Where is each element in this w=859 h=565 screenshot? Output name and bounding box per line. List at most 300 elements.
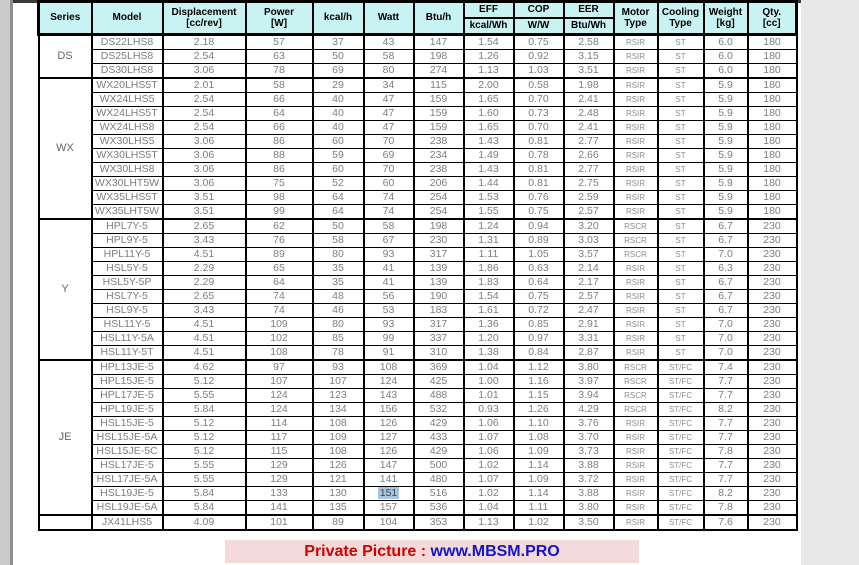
cell-power: 109 — [246, 318, 313, 332]
cell-cooling-type: ST — [658, 107, 704, 121]
cell-cop: 1.03 — [514, 64, 564, 79]
cell-eff: 0.93 — [464, 403, 514, 417]
cell-model: WX30LHS5 — [92, 135, 163, 149]
cell-qty: 230 — [748, 290, 797, 304]
cell-watt: 74 — [364, 191, 414, 205]
cell-eer: 2.77 — [564, 135, 614, 149]
cell-qty: 230 — [748, 515, 797, 530]
cell-displacement: 5.55 — [163, 389, 246, 403]
table-row — [39, 445, 797, 459]
cell-power: 74 — [246, 304, 313, 318]
cell-cop: 1.09 — [514, 445, 564, 459]
cell-kcalh: 40 — [313, 121, 364, 135]
cell-eer: 2.75 — [564, 177, 614, 191]
cell-cop: 1.15 — [514, 389, 564, 403]
cell-kcalh: 50 — [313, 50, 364, 64]
cell-motor-type: RSIR — [614, 205, 658, 220]
cell-model: HPL7Y-5 — [92, 219, 163, 234]
table-row — [39, 276, 797, 290]
cell-weight: 7.8 — [704, 445, 748, 459]
left-margin-divider — [10, 0, 13, 565]
cell-qty: 180 — [748, 107, 797, 121]
cell-cop: 0.78 — [514, 149, 564, 163]
cell-cooling-type: ST — [658, 191, 704, 205]
cell-eer: 3.15 — [564, 50, 614, 64]
cell-watt: 47 — [364, 121, 414, 135]
table-row — [39, 177, 797, 191]
cell-weight: 8.2 — [704, 403, 748, 417]
cell-btuh: 337 — [414, 332, 464, 346]
cell-weight: 6.7 — [704, 276, 748, 290]
cell-eff: 1.13 — [464, 515, 514, 530]
cell-eer: 3.20 — [564, 219, 614, 234]
cell-qty: 230 — [748, 459, 797, 473]
table-row — [39, 50, 797, 64]
cell-kcalh: 123 — [313, 389, 364, 403]
cell-displacement: 2.18 — [163, 35, 246, 50]
cell-btuh: 353 — [414, 515, 464, 530]
cell-qty: 230 — [748, 318, 797, 332]
cell-eer: 2.77 — [564, 163, 614, 177]
cell-eff: 1.49 — [464, 149, 514, 163]
cell-cooling-type: ST — [658, 290, 704, 304]
cell-eff: 1.24 — [464, 219, 514, 234]
cell-eff: 1.44 — [464, 177, 514, 191]
cell-power: 108 — [246, 346, 313, 361]
cell-model: WX35LHT5W — [92, 205, 163, 220]
cell-model: HSL17JE-5A — [92, 473, 163, 487]
cell-btuh: 159 — [414, 93, 464, 107]
cell-qty: 230 — [748, 473, 797, 487]
cell-cooling-type: ST/FC — [658, 501, 704, 516]
table-row — [39, 417, 797, 431]
cell-eff: 1.43 — [464, 163, 514, 177]
cell-eff: 1.02 — [464, 459, 514, 473]
cell-motor-type: RSIR — [614, 276, 658, 290]
cell-watt: 47 — [364, 93, 414, 107]
cell-qty: 230 — [748, 332, 797, 346]
cell-displacement: 2.54 — [163, 50, 246, 64]
cell-series: Y — [39, 219, 92, 360]
cell-weight: 7.0 — [704, 332, 748, 346]
cell-eer: 2.59 — [564, 191, 614, 205]
cell-weight: 5.9 — [704, 163, 748, 177]
cell-watt: 156 — [364, 403, 414, 417]
cell-watt: 58 — [364, 219, 414, 234]
cell-motor-type: RSIR — [614, 163, 658, 177]
cell-power: 66 — [246, 121, 313, 135]
cell-weight: 6.7 — [704, 219, 748, 234]
cell-eer: 2.47 — [564, 304, 614, 318]
cell-kcalh: 29 — [313, 78, 364, 93]
cell-eer: 2.58 — [564, 35, 614, 50]
cell-motor-type: RSCR — [614, 360, 658, 375]
cell-qty: 180 — [748, 149, 797, 163]
cell-displacement: 2.54 — [163, 107, 246, 121]
cell-displacement: 3.06 — [163, 163, 246, 177]
cell-power: 115 — [246, 445, 313, 459]
cell-eff: 1.53 — [464, 191, 514, 205]
cell-watt: 41 — [364, 276, 414, 290]
cell-series: WX — [39, 78, 92, 219]
cell-power: 58 — [246, 78, 313, 93]
cell-cooling-type: ST/FC — [658, 389, 704, 403]
cell-cooling-type: ST — [658, 332, 704, 346]
cell-eff: 1.38 — [464, 346, 514, 361]
cell-displacement: 5.12 — [163, 445, 246, 459]
cell-displacement: 5.84 — [163, 403, 246, 417]
cell-power: 129 — [246, 473, 313, 487]
cell-cooling-type: ST/FC — [658, 431, 704, 445]
col-header-displacement: Displacement [cc/rev] — [163, 2, 246, 35]
cell-displacement: 4.62 — [163, 360, 246, 375]
cell-power: 141 — [246, 501, 313, 516]
cell-btuh: 425 — [414, 375, 464, 389]
cell-qty: 230 — [748, 431, 797, 445]
cell-eer: 2.41 — [564, 93, 614, 107]
cell-btuh: 198 — [414, 219, 464, 234]
table-row — [39, 360, 797, 375]
series-group — [39, 360, 797, 515]
cell-watt: 80 — [364, 64, 414, 79]
cell-eer: 3.50 — [564, 515, 614, 530]
col-header-model: Model — [92, 2, 163, 35]
cell-power: 78 — [246, 64, 313, 79]
cell-cooling-type: ST — [658, 35, 704, 50]
cell-motor-type: RSIR — [614, 417, 658, 431]
cell-eer: 3.88 — [564, 487, 614, 501]
cell-eff: 1.20 — [464, 332, 514, 346]
cell-displacement: 3.51 — [163, 205, 246, 220]
cell-eff: 1.65 — [464, 93, 514, 107]
cell-eff: 1.06 — [464, 417, 514, 431]
cell-motor-type: RSIR — [614, 121, 658, 135]
cell-qty: 230 — [748, 304, 797, 318]
cell-btuh: 429 — [414, 417, 464, 431]
table-row — [39, 375, 797, 389]
cell-cooling-type: ST/FC — [658, 417, 704, 431]
cell-cop: 1.10 — [514, 417, 564, 431]
cell-displacement: 5.84 — [163, 487, 246, 501]
table-row — [39, 431, 797, 445]
series-group — [39, 78, 797, 219]
cell-displacement: 5.12 — [163, 417, 246, 431]
cell-watt: 43 — [364, 35, 414, 50]
cell-eer: 2.57 — [564, 205, 614, 220]
cell-weight: 7.7 — [704, 473, 748, 487]
cell-displacement: 4.51 — [163, 318, 246, 332]
watermark-prefix: Private Picture : — [304, 543, 427, 560]
cell-series: DS — [39, 35, 92, 79]
cell-cop: 0.70 — [514, 121, 564, 135]
cell-qty: 180 — [748, 135, 797, 149]
cell-btuh: 433 — [414, 431, 464, 445]
cell-displacement: 5.12 — [163, 431, 246, 445]
cell-btuh: 139 — [414, 276, 464, 290]
cell-displacement: 5.12 — [163, 375, 246, 389]
cell-weight: 5.9 — [704, 177, 748, 191]
cell-btuh: 317 — [414, 318, 464, 332]
cell-kcalh: 58 — [313, 234, 364, 248]
cell-cop: 0.81 — [514, 177, 564, 191]
cell-weight: 6.0 — [704, 50, 748, 64]
cell-watt: 58 — [364, 50, 414, 64]
cell-cooling-type: ST — [658, 318, 704, 332]
cell-qty: 180 — [748, 78, 797, 93]
cell-eff: 1.60 — [464, 107, 514, 121]
col-header-eff: EFF — [464, 2, 514, 19]
cell-motor-type: RSIR — [614, 135, 658, 149]
cell-cop: 1.02 — [514, 515, 564, 530]
cell-power: 124 — [246, 403, 313, 417]
cell-weight: 5.9 — [704, 121, 748, 135]
cell-power: 129 — [246, 459, 313, 473]
cell-cop: 0.89 — [514, 234, 564, 248]
cell-motor-type: RSIR — [614, 262, 658, 276]
cell-motor-type: RSIR — [614, 107, 658, 121]
cell-displacement: 4.09 — [163, 515, 246, 530]
cell-eer: 3.31 — [564, 332, 614, 346]
cell-qty: 180 — [748, 121, 797, 135]
table-row — [39, 107, 797, 121]
cell-qty: 180 — [748, 163, 797, 177]
cell-cooling-type: ST — [658, 177, 704, 191]
cell-motor-type: RSIR — [614, 473, 658, 487]
cell-qty: 180 — [748, 50, 797, 64]
cell-model: WX30LHS5T — [92, 149, 163, 163]
cell-cooling-type: ST — [658, 163, 704, 177]
cell-cop: 1.26 — [514, 403, 564, 417]
cell-model: HSL19JE-5A — [92, 501, 163, 516]
cell-qty: 230 — [748, 262, 797, 276]
cell-power: 76 — [246, 234, 313, 248]
cell-cop: 1.12 — [514, 360, 564, 375]
cell-qty: 180 — [748, 205, 797, 220]
cell-motor-type: RSIR — [614, 78, 658, 93]
cell-watt: 93 — [364, 318, 414, 332]
cell-power: 117 — [246, 431, 313, 445]
cell-kcalh: 130 — [313, 487, 364, 501]
cell-cooling-type: ST — [658, 50, 704, 64]
cell-btuh: 159 — [414, 107, 464, 121]
cell-qty: 180 — [748, 191, 797, 205]
cell-motor-type: RSIR — [614, 191, 658, 205]
cell-displacement: 5.55 — [163, 459, 246, 473]
cell-eff: 1.07 — [464, 431, 514, 445]
cell-btuh: 139 — [414, 262, 464, 276]
cell-power: 114 — [246, 417, 313, 431]
cell-motor-type: RSIR — [614, 346, 658, 361]
cell-cop: 1.05 — [514, 248, 564, 262]
cell-weight: 7.7 — [704, 375, 748, 389]
cell-displacement: 3.06 — [163, 177, 246, 191]
cell-kcalh: 80 — [313, 248, 364, 262]
cell-eff: 1.06 — [464, 445, 514, 459]
cell-weight: 5.9 — [704, 149, 748, 163]
cell-model: HSL15JE-5C — [92, 445, 163, 459]
cell-btuh: 206 — [414, 177, 464, 191]
cell-series — [39, 515, 92, 530]
cell-motor-type: RSCR — [614, 389, 658, 403]
cell-weight: 6.7 — [704, 234, 748, 248]
cell-eer: 3.80 — [564, 360, 614, 375]
cell-model: DS30LHS8 — [92, 64, 163, 79]
cell-cop: 0.64 — [514, 276, 564, 290]
cell-watt: 91 — [364, 346, 414, 361]
cell-eff: 1.04 — [464, 360, 514, 375]
cell-displacement: 4.51 — [163, 332, 246, 346]
cell-cop: 0.75 — [514, 35, 564, 50]
cell-displacement: 3.43 — [163, 304, 246, 318]
cell-model: HSL11Y-5A — [92, 332, 163, 346]
col-subheader-eer: Btu/Wh — [564, 18, 614, 35]
cell-motor-type: RSCR — [614, 234, 658, 248]
cell-qty: 230 — [748, 234, 797, 248]
cell-qty: 230 — [748, 346, 797, 361]
cell-kcalh: 59 — [313, 149, 364, 163]
cell-kcalh: 37 — [313, 35, 364, 50]
cell-btuh: 190 — [414, 290, 464, 304]
cell-cop: 1.11 — [514, 501, 564, 516]
cell-watt: 70 — [364, 135, 414, 149]
cell-watt: 127 — [364, 431, 414, 445]
cell-eer: 2.91 — [564, 318, 614, 332]
table-row — [39, 93, 797, 107]
watermark-url: www.MBSM.PRO — [430, 543, 560, 560]
cell-watt: 104 — [364, 515, 414, 530]
cell-kcalh: 52 — [313, 177, 364, 191]
table-row — [39, 191, 797, 205]
cell-kcalh: 85 — [313, 332, 364, 346]
cell-eff: 1.31 — [464, 234, 514, 248]
cell-weight: 6.3 — [704, 262, 748, 276]
cell-eer: 3.57 — [564, 248, 614, 262]
cell-motor-type: RSIR — [614, 35, 658, 50]
cell-power: 74 — [246, 290, 313, 304]
cell-kcalh: 40 — [313, 93, 364, 107]
table-row — [39, 459, 797, 473]
cell-cop: 0.58 — [514, 78, 564, 93]
left-margin — [0, 0, 10, 565]
cell-cop: 0.72 — [514, 304, 564, 318]
watermark-banner — [225, 540, 639, 563]
cell-cop: 0.73 — [514, 107, 564, 121]
cell-cop: 0.70 — [514, 93, 564, 107]
table-row — [39, 35, 797, 50]
cell-power: 124 — [246, 389, 313, 403]
cell-power: 62 — [246, 219, 313, 234]
series-group — [39, 219, 797, 360]
cell-power: 98 — [246, 191, 313, 205]
cell-motor-type: RSCR — [614, 403, 658, 417]
cell-displacement: 2.65 — [163, 290, 246, 304]
cell-displacement: 2.29 — [163, 276, 246, 290]
cell-weight: 7.7 — [704, 431, 748, 445]
col-header-motor-type: Motor Type — [614, 2, 658, 35]
cell-model: WX30LHS8 — [92, 163, 163, 177]
cell-qty: 230 — [748, 403, 797, 417]
cell-btuh: 488 — [414, 389, 464, 403]
cell-model: HPL19JE-5 — [92, 403, 163, 417]
col-header-eer: EER — [564, 2, 614, 19]
table-row — [39, 318, 797, 332]
cell-model: HSL11Y-5T — [92, 346, 163, 361]
cell-watt: 124 — [364, 375, 414, 389]
table-row — [39, 290, 797, 304]
cell-motor-type: RSIR — [614, 431, 658, 445]
cell-motor-type: RSIR — [614, 93, 658, 107]
cell-model: WX35LHS5T — [92, 191, 163, 205]
cell-cooling-type: ST — [658, 121, 704, 135]
cell-motor-type: RSIR — [614, 318, 658, 332]
cell-motor-type: RSIR — [614, 149, 658, 163]
selected-value-highlight: 151 — [379, 487, 398, 499]
cell-watt: 56 — [364, 290, 414, 304]
cell-kcalh: 135 — [313, 501, 364, 516]
cell-displacement: 4.51 — [163, 248, 246, 262]
cell-watt: 147 — [364, 459, 414, 473]
cell-kcalh: 134 — [313, 403, 364, 417]
cell-btuh: 183 — [414, 304, 464, 318]
cell-watt: 126 — [364, 417, 414, 431]
cell-eff: 1.61 — [464, 304, 514, 318]
cell-kcalh: 89 — [313, 515, 364, 530]
cell-weight: 5.9 — [704, 191, 748, 205]
cell-eff: 1.04 — [464, 501, 514, 516]
cell-qty: 180 — [748, 93, 797, 107]
cell-cooling-type: ST — [658, 248, 704, 262]
cell-qty: 230 — [748, 445, 797, 459]
cell-eer: 3.51 — [564, 64, 614, 79]
cell-btuh: 238 — [414, 163, 464, 177]
cell-kcalh: 121 — [313, 473, 364, 487]
cell-eff: 1.13 — [464, 64, 514, 79]
table-row — [39, 346, 797, 361]
cell-model: HPL17JE-5 — [92, 389, 163, 403]
cell-btuh: 274 — [414, 64, 464, 79]
cell-displacement: 2.29 — [163, 262, 246, 276]
cell-displacement: 3.06 — [163, 149, 246, 163]
cell-eer: 2.48 — [564, 107, 614, 121]
cell-model: HPL11Y-5 — [92, 248, 163, 262]
cell-eff: 1.02 — [464, 487, 514, 501]
cell-cop: 1.09 — [514, 473, 564, 487]
cell-watt: 108 — [364, 360, 414, 375]
cell-watt: 157 — [364, 501, 414, 516]
cell-displacement: 3.06 — [163, 135, 246, 149]
cell-model: WX30LHT5W — [92, 177, 163, 191]
cell-kcalh: 60 — [313, 163, 364, 177]
table-row — [39, 205, 797, 220]
cell-cooling-type: ST/FC — [658, 459, 704, 473]
cell-displacement: 5.55 — [163, 473, 246, 487]
cell-cooling-type: ST — [658, 205, 704, 220]
cell-qty: 230 — [748, 375, 797, 389]
cell-motor-type: RSIR — [614, 64, 658, 79]
cell-model: HPL9Y-5 — [92, 234, 163, 248]
cell-kcalh: 64 — [313, 191, 364, 205]
cell-motor-type: RSCR — [614, 248, 658, 262]
cell-model: HSL7Y-5 — [92, 290, 163, 304]
cell-displacement: 3.43 — [163, 234, 246, 248]
cell-cop: 0.63 — [514, 262, 564, 276]
cell-eer: 2.17 — [564, 276, 614, 290]
cell-model: WX20LHS5T — [92, 78, 163, 93]
cell-motor-type: RSCR — [614, 375, 658, 389]
cell-kcalh: 93 — [313, 360, 364, 375]
cell-weight: 7.0 — [704, 248, 748, 262]
cell-eff: 1.01 — [464, 389, 514, 403]
